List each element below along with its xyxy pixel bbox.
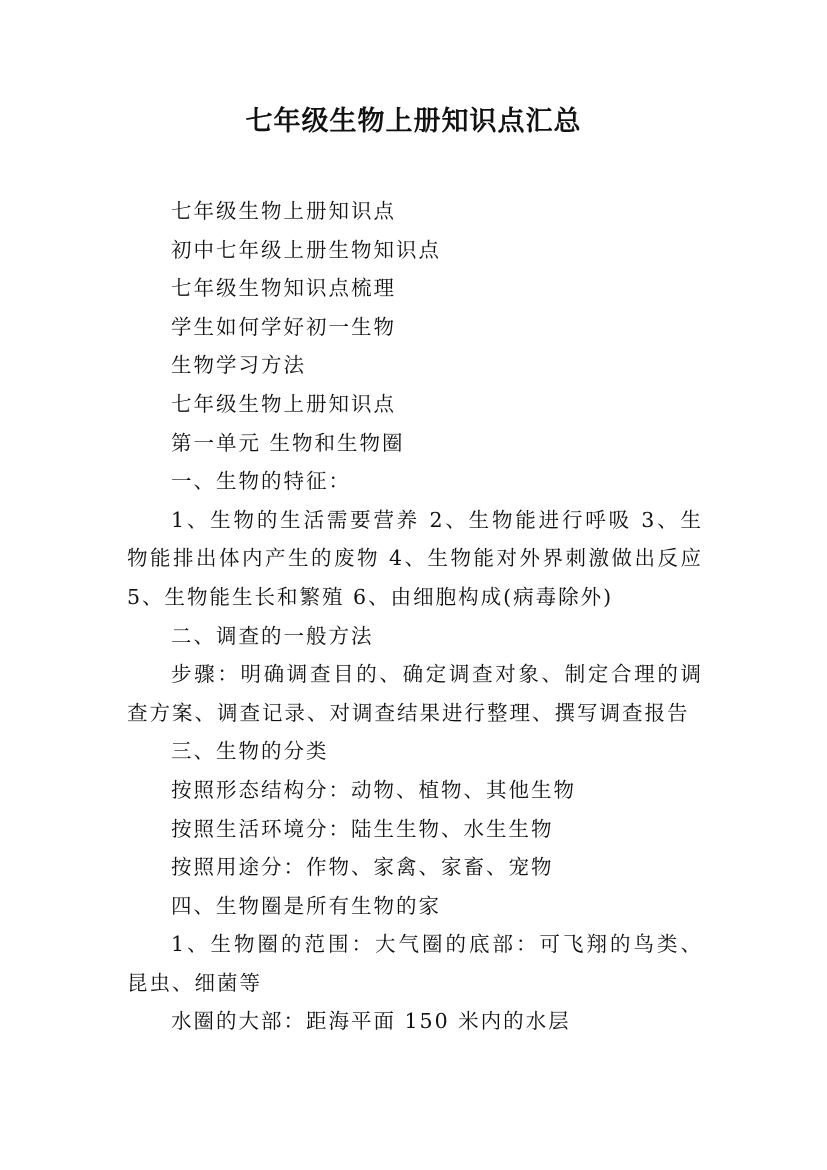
section-heading: 二、调查的一般方法 — [171, 623, 374, 648]
paragraph: 生物学习方法 — [171, 353, 306, 378]
unit-heading: 第一单元 生物和生物圈 — [171, 430, 405, 455]
paragraph: 步骤：明确调查目的、确定调查对象、制定合理的调查方案、调查记录、对调查结果进行整理、撰写调查报告 — [127, 662, 703, 725]
paragraph: 按照用途分：作物、家禽、家畜、宠物 — [171, 855, 554, 880]
paragraph: 按照形态结构分：动物、植物、其他生物 — [171, 777, 576, 802]
document-body — [127, 192, 703, 1041]
paragraph: 按照生活环境分：陆生生物、水生生物 — [171, 816, 554, 841]
paragraph: 学生如何学好初一生物 — [171, 314, 396, 339]
section-heading: 三、生物的分类 — [171, 739, 329, 764]
paragraph: 七年级生物上册知识点 — [171, 391, 396, 416]
paragraph: 七年级生物知识点梳理 — [171, 276, 396, 301]
section-heading: 四、生物圈是所有生物的家 — [171, 893, 441, 918]
section-heading: 一、生物的特征： — [171, 469, 351, 494]
paragraph: 初中七年级上册生物知识点 — [171, 237, 441, 262]
paragraph: 水圈的大部：距海平面 150 米内的水层 — [171, 1009, 571, 1034]
paragraph: 1、生物圈的范围：大气圈的底部：可飞翔的鸟类、昆虫、细菌等 — [127, 932, 703, 995]
paragraph: 1、生物的生活需要营养 2、生物能进行呼吸 3、生物能排出体内产生的废物 4、生物能对外界刺激做出反应 5、生物能生长和繁殖 6、由细胞构成(病毒除外) — [127, 507, 703, 609]
document-title: 七年级生物上册知识点汇总 — [245, 106, 582, 137]
paragraph: 七年级生物上册知识点 — [171, 199, 396, 223]
